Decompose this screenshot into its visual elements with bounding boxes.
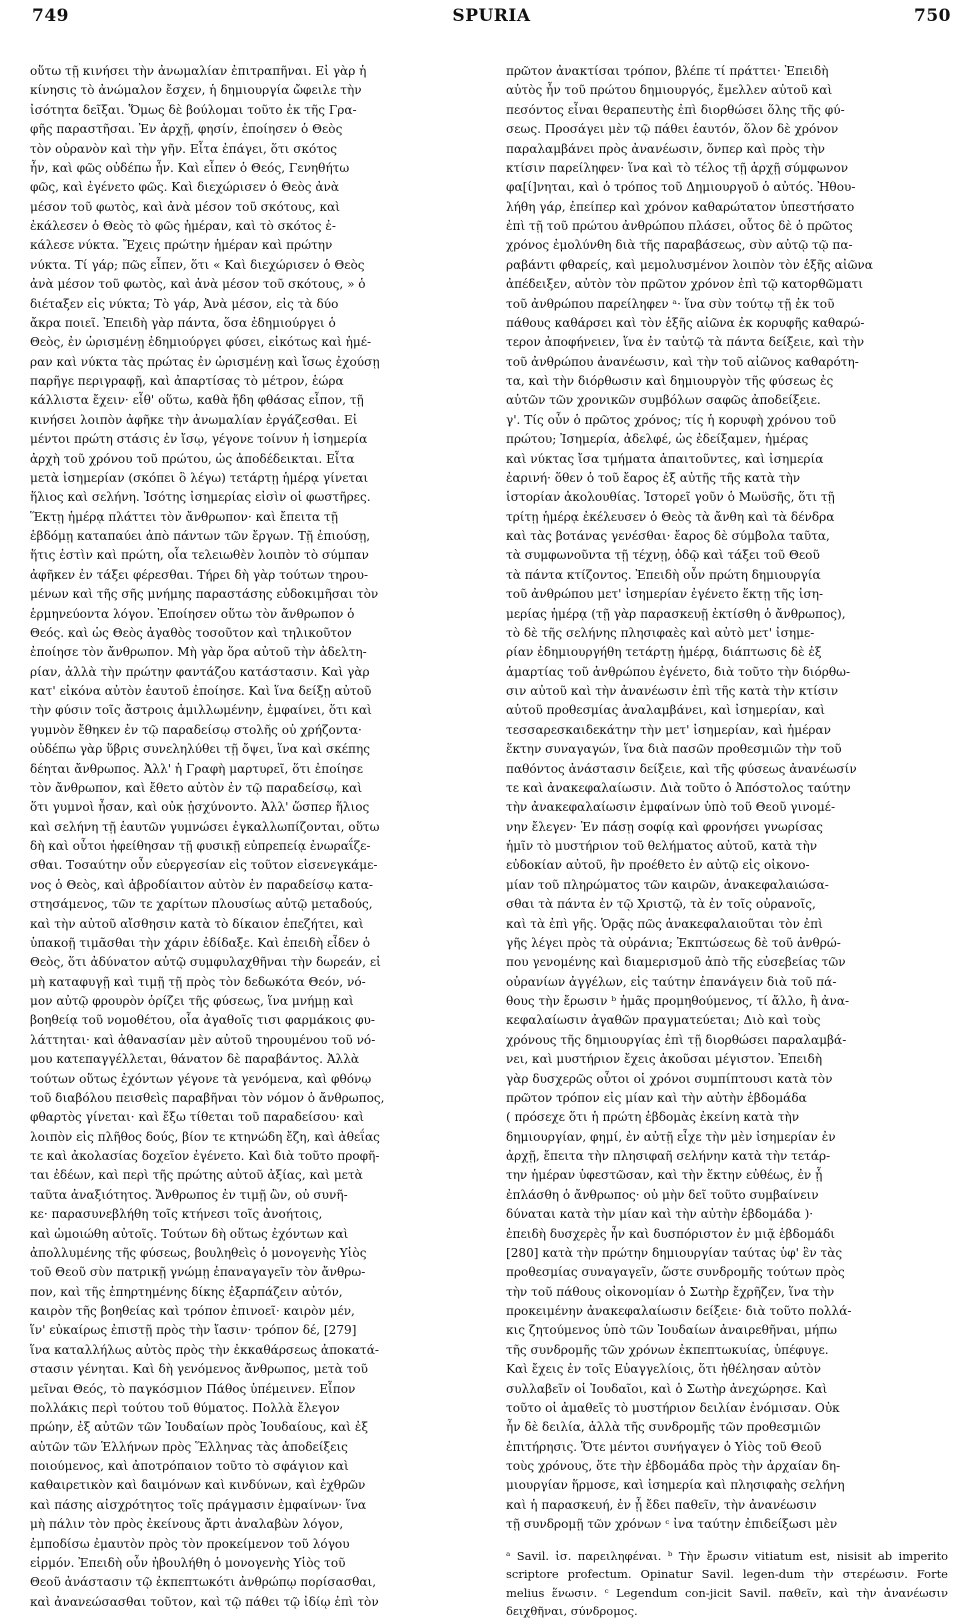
right-column <box>506 62 948 1618</box>
left-column <box>30 62 472 1609</box>
text-line: κτίσιν παρείληφεν· ἵνα καὶ τὸ τέλος τῇ ἀρχῇ σύμφωνον <box>506 160 849 175</box>
text-line: συλλαβεῖν οἱ Ἰουδαῖοι, καὶ ὁ Σωτὴρ ἀνεχώρησε. Καὶ <box>506 1381 828 1396</box>
text-line: γ'. Τίς οὖν ὁ πρῶτος χρόνος; τίς ἡ κορυφὴ χρόνου τοῦ <box>506 412 837 427</box>
text-line: δέηται ἄνθρωπος. Ἀλλ' ἡ Γραφὴ μαρτυρεῖ, ὅτι ἐποίησε <box>30 761 364 776</box>
text-line: δὴ καὶ οὗτοι ἠφείθησαν τῇ φυσικῇ εὐπρεπείᾳ ἐνωραΐζε- <box>30 839 371 853</box>
text-line: πον, καὶ τῆς ἐπηρτημένης δίκης ἐξαρπάζειν αὐτόν, <box>30 1284 343 1299</box>
text-line: Θεοῦ ἀνάστασιν τῷ ἐκπεπτωκότι ἀνθρώπῳ πορίσασθαι, <box>30 1575 377 1590</box>
text-line: τε καὶ ἀκολασίας δοχεῖον ἐγένετο. Καὶ διὰ τοῦτο προφῆ- <box>30 1149 380 1163</box>
text-line: μὴ καταφυγῇ καὶ τιμῇ τῇ πρὸς τὸν δεδωκότα Θεόν, νό- <box>30 974 366 989</box>
text-line: θους τὴν ἔρωσιν ᵇ ἡμᾶς προμηθούμενος, τί ἄλλο, ἢ ἀνα- <box>506 994 850 1008</box>
text-line: καὶ τὰς βοτάνας γενέσθαι· ἔαρος δὲ σύμβολα ταῦτα, <box>506 529 830 543</box>
text-line: μὴ πάλιν τὸν πρὸς ἐκείνους ἄρτι ἀναλαβὼν λόγον, <box>30 1517 344 1532</box>
text-line: ἁμαρτίας τοῦ ἀνθρώπου ἐγένετο, διὰ τοῦτο τὴν διόρθω- <box>506 664 851 679</box>
text-line: ἑβδόμῃ καταπαύει ἀπὸ πάντων τῶν ἔργων. Τῇ ἐπιούσῃ, <box>30 529 371 543</box>
text-line: τὴν φύσιν τοῖς ἄστροις ἁμιλλωμένην, ἐμφαίνει, ὅτι καὶ <box>30 703 372 718</box>
text-line: ἀφῆκεν ἐν τάξει φέρεσθαι. Τήρει δὴ γὰρ τούτων τηρου- <box>30 567 369 582</box>
text-line: ἐπλάσθη ὁ ἄνθρωπος· οὐ μὴν δεῖ τοῦτο συμβαίνειν <box>506 1187 819 1202</box>
text-line: γυμνὸν ἔθηκεν ἐν τῷ παραδείσῳ στολῆς οὐ χρήζοντα· <box>30 722 362 737</box>
page-header <box>32 6 951 32</box>
text-line: μερίας ἡμέρᾳ (τῇ γὰρ παρασκευῇ ἐκτίσθη ὁ ἄνθρωπος), <box>506 606 846 621</box>
text-line: πρώτου; Ἰσημερία, ἀδελφέ, ὡς ἐδείξαμεν, ἡμέρας <box>506 432 809 447</box>
text-line: ἐκάλεσεν ὁ Θεὸς τὸ φῶς ἡμέραν, καὶ τὸ σκότος ἐ- <box>30 219 336 233</box>
text-line: κατ' εἰκόνα αὐτὸν ἑαυτοῦ ἐποίησε. Καὶ ἵνα δείξῃ αὐτοῦ <box>30 684 372 698</box>
text-line: δύναται κατὰ τὴν μίαν καὶ τὴν αὐτὴν ἑβδομάδα )· <box>506 1207 814 1222</box>
text-line: τὰ πάντα κτίζοντος. Ἐπειδὴ οὖν πρώτη δημιουργία <box>506 567 821 582</box>
text-line: τὸν ἄνθρωπον, καὶ ἔθετο αὐτὸν ἐν τῷ παραδείσῳ, καὶ <box>30 780 363 795</box>
text-line: κε· παρασυνεβλήθη τοῖς κτήνεσι τοῖς ἀνοήτοις, <box>30 1207 323 1222</box>
text-line: κίνησις τὸ ἀνώμαλον ἔσχεν, ἡ δημιουργία ὤφειλε τὴν <box>30 83 362 98</box>
text-line: φῆς παραστῆσαι. Ἐν ἀρχῇ, φησίν, ἐποίησεν ὁ Θεὸς <box>30 122 343 137</box>
text-line: τοῦ διαβόλου πεισθεὶς παραβῆναι τὸν νόμον ὁ ἄνθρωπος, <box>30 1090 385 1105</box>
text-line: ἀρχῇ, ἔπειτα τὴν πλησιφαῆ σελήνην κατὰ τὴν τετάρ- <box>506 1149 831 1163</box>
text-line: ἐπειδὴ δυσχερὲς ἦν καὶ δυσπόριστον ἐν μιᾷ ἑβδομάδι <box>506 1226 836 1241</box>
footnotes <box>506 1543 948 1621</box>
text-line: νην ἔλεγεν· Ἐν πάσῃ σοφίᾳ καὶ φρονήσει γνωρίσας <box>506 819 823 834</box>
text-line: κις ζητούμενος ὑπὸ τῶν Ἰουδαίων ἀναιρεθῆναι, μήπω <box>506 1323 837 1338</box>
text-line: ἵν' εὐκαίρως ἐπιστῇ πρὸς τὴν ἴασιν· τρόπον δέ, [279] <box>30 1323 357 1338</box>
text-line: μον αὐτῷ φρουρὸν ὁρίζει τῆς φύσεως, ἵνα μνήμῃ καὶ <box>30 994 354 1008</box>
text-line: πολλάκις περὶ τούτου τοῦ θύματος. Πολλὰ ἔλεγον <box>30 1400 340 1415</box>
text-line: ἀνὰ μέσον τοῦ φωτὸς, καὶ ἀνὰ μέσον τοῦ σκότους, » ὁ <box>30 277 366 292</box>
text-line: ται ἐδέων, καὶ περὶ τῆς πρώτης αὐτοῦ ἀξίας, καὶ μετὰ <box>30 1168 363 1183</box>
text-line: χρόνος ἐμολύνθη διὰ τῆς παραβάσεως, σὺν αὐτῷ τῷ πα- <box>506 238 853 253</box>
text-line: που γενομένης καὶ διαμερισμοῦ ἀπὸ τῆς εὐσεβείας τῶν <box>506 955 846 970</box>
text-line: παραλαμβάνει πρὸς ἀνανέωσιν, ὅνπερ καὶ πρὸς τὴν <box>506 141 825 156</box>
text-line: γὰρ δυσχερῶς οὗτοι οἱ χρόνοι συμπίπτουσι κατὰ τὸν <box>506 1071 833 1086</box>
footnote-line: jicit Savil. παθεῖν, καὶ τὴν ἀνανέωσιν δειχθῆναι, σύνδρομος. <box>506 1585 948 1618</box>
text-line: ὅτι γυμνοὶ ἦσαν, καὶ οὐκ ᾐσχύνοντο. Ἀλλ' ὥσπερ ἥλιος <box>30 800 370 815</box>
text-line: κάλεσε νύκτα. Ἔχεις πρώτην ἡμέραν καὶ πρώτην <box>30 238 333 253</box>
left-column-text <box>30 62 472 1612</box>
text-line: ἰσότητα δεῖξαι. Ὅμως δὲ βούλομαι τοῦτο ἐκ τῆς Γρα- <box>30 102 357 117</box>
text-line: ἀρχὴ τοῦ χρόνου τοῦ πρώτου, ὡς ἀποδέδεικται. Εἶτα <box>30 451 355 466</box>
text-line: προθεσμίας συναγαγεῖν, ὥστε συνδρομῆς τούτων πρὸς <box>506 1265 845 1280</box>
text-line: τοῦ ἀνθρώπου παρείληφεν ᵃ· ἵνα σὺν τούτῳ τῇ ἐκ τοῦ <box>506 296 835 311</box>
text-line: Θεός. καὶ ὡς Θεὸς ἀγαθὸς τοσοῦτον καὶ τηλικοῦτον <box>30 625 352 640</box>
text-line: οὕτω τῇ κινήσει τὴν ἀνωμαλίαν ἐπιτραπῆναι. Εἰ γὰρ ἡ <box>30 64 367 78</box>
text-line: ποιούμενος, καὶ ἀποτρόπαιον τοῦτο τὸ σφάγιον καὶ <box>30 1459 349 1473</box>
text-line: ἦν, καὶ φῶς οὐδέπω ἦν. Καὶ εἶπεν ὁ Θεός, Γενηθήτω <box>30 160 350 175</box>
text-line: σθαι τὰ πάντα ἐν τῷ Χριστῷ, τὰ ἐν τοῖς οὐρανοῖς, <box>506 897 816 912</box>
text-line: εὐδοκίαν αὐτοῦ, ἣν προέθετο ἐν αὐτῷ εἰς οἰκονο- <box>506 858 810 873</box>
text-line: ἐπὶ τῇ τοῦ πρώτου ἀνθρώπου πλάσει, οὗτος δὲ ὁ πρῶτος <box>506 219 853 233</box>
text-line: ρίαν, ἀλλὰ τὴν πρώτην φαντάζου κατάστασιν. Καὶ γὰρ <box>30 664 370 679</box>
text-line: ἐαρινή· ὅθεν ὁ τοῦ ἔαρος ἐξ αὐτῆς τῆς κατὰ τὴν <box>506 470 801 485</box>
text-line: γῆς λέγει πρὸς τὰ οὐράνια; Ἐκπτώσεως δὲ τοῦ ἀνθρώ- <box>506 935 841 950</box>
text-line: ἐποίησε τὸν ἄνθρωπον. Μὴ γὰρ ὅρα αὐτοῦ τὴν ἀδελτη- <box>30 645 367 660</box>
text-line: ἥτις ἐστὶν καὶ πρώτη, οἷα τελειωθὲν λοιπὸν τὸ σύμπαν <box>30 548 369 563</box>
text-line: ἀπολλυμένης τῆς φύσεως, βουληθεὶς ὁ μονογενὴς Υἱὸς <box>30 1245 367 1260</box>
text-line: δημιουργίαν, φημί, ἐν αὐτῇ εἶχε τὴν μὲν ἰσημερίαν ἐν <box>506 1129 836 1144</box>
right-column-text <box>506 62 948 1535</box>
text-line: νος ὁ Θεὸς, καὶ ἀβροδίαιτον αὐτὸν ἐν παραδείσῳ κατα- <box>30 877 373 892</box>
text-line: καὶ ἡ παρασκευή, ἐν ᾗ ἔδει παθεῖν, τὴν ἀνανέωσιν <box>506 1497 817 1512</box>
text-line: διέταξεν εἰς νύκτα; Τὸ γάρ, Ἀνὰ μέσον, εἰς τὰ δύο <box>30 296 339 311</box>
text-line: τοῦτο οἱ ἀμαθεῖς τὸ μυστήριον δειλίαν ἐνόμισαν. Οὐκ <box>506 1400 840 1415</box>
text-line: φῶς, καὶ ἐγένετο φῶς. Καὶ διεχώρισεν ὁ Θεὸς ἀνὰ <box>30 180 340 195</box>
text-line: κάλλιστα ἔχειν· εἶθ' οὕτω, καθὰ ἤδη φθάσας εἶπον, τῇ <box>30 393 364 408</box>
text-line: τούτων οὕτως ἐχόντων γέγονε τὰ γενόμενα, καὶ φθόνῳ <box>30 1071 372 1086</box>
text-line: παρῆγε περιγραφῇ, καὶ ἀπαρτίσας τὸ μέτρον, ἑώρα <box>30 374 344 388</box>
text-line: ἀπέδειξεν, αὐτὸν τὸν πρῶτον χρόνον ἐπὶ τῷ κατορθῶματι <box>506 277 863 292</box>
text-line: ἑρμηνεύοντα λόγον. Ἐποίησεν οὕτω τὸν ἄνθρωπον ὁ <box>30 606 355 621</box>
text-line: ἕκτην συναγαγών, ἵνα διὰ πασῶν προθεσμιῶν τὴν τοῦ <box>506 742 842 757</box>
text-line: ραβάντι φθαρείς, καὶ μεμολυσμένον λοιπὸν τὸν ἑξῆς αἰῶνα <box>506 257 873 272</box>
text-line: σιν αὐτοῦ καὶ τὴν ἀνανέωσιν ἐπὶ τῆς κατὰ τὴν κτίσιν <box>506 684 839 698</box>
text-line: μίαν τοῦ πληρώματος τῶν καιρῶν, ἀνακεφαλαιώσα- <box>506 877 829 892</box>
text-line: σθαι. Τοσαύτην οὖν εὐεργεσίαν εἰς τοῦτον εἰσενεγκάμε- <box>30 858 378 873</box>
text-line: εἱρμόν. Ἐπειδὴ οὖν ἠβουλήθη ὁ μονογενὴς Υἱὸς τοῦ <box>30 1555 346 1570</box>
text-line: οὐρανίων ἀγγέλων, εἰς ταύτην ἐπανάγειν διὰ τοῦ πά- <box>506 974 837 989</box>
text-line: αὐτὸς ἦν τοῦ πρώτου δημιουργός, ἔμελλεν αὐτοῦ καὶ <box>506 83 833 98</box>
text-line: βοηθείᾳ τοῦ νομοθέτου, οἷα ἀγαθοῖς τισι φαρμάκοις φυ- <box>30 1013 375 1028</box>
text-line: μου κατεπαγγέλλεται, θάνατον δὲ παραβάντος. Ἀλλὰ <box>30 1052 360 1067</box>
text-line: λήθη γάρ, ἐπείπερ καὶ χρόνον καθαρώτατον ὑπεστήσατο <box>506 199 855 214</box>
text-line: λοιπὸν εἰς πλῆθος δούς, βίον τε κτηνώδη ἔζη, καὶ ἀθεΐας <box>30 1129 380 1144</box>
text-line: κεφαλαίωσιν ἀγαθῶν πραγματεύεται; Διὸ καὶ τοὺς <box>506 1013 821 1028</box>
text-line: καὶ ὡμοιώθη αὐτοῖς. Τούτων δὴ οὕτως ἐχόντων καὶ <box>30 1226 349 1241</box>
text-line: τρίτῃ ἡμέρᾳ ἐκέλευσεν ὁ Θεὸς τὰ ἄνθη καὶ τὰ δένδρα <box>506 509 835 524</box>
text-line: [280] κατὰ τὴν πρώτην δημιουργίαν ταύτας ὑφ' ἓν τὰς <box>506 1245 843 1260</box>
text-line: τεσσαρεσκαιδεκάτην τὴν μετ' ἰσημερίαν, καὶ ἡμέραν <box>506 722 831 737</box>
text-line: αὐτῶν τῶν Ἑλλήνων πρὸς Ἕλληνας τὰς ἀποδείξεις <box>30 1439 348 1454</box>
text-line: ἐπιτήρησις. Ὅτε μέντοι συνήγαγεν ὁ Υἱὸς τοῦ Θεοῦ <box>506 1439 822 1454</box>
text-line: ἡμῖν τὸ μυστήριον τοῦ θελήματος αὐτοῦ, κατὰ τὴν <box>506 839 818 853</box>
text-line: φα[ί]νηται, καὶ ὁ τρόπος τοῦ Δημιουργοῦ ὁ αὐτός. Ἠθου- <box>506 180 856 195</box>
running-title: SPURIA <box>452 6 531 26</box>
footnote-line: dum τὴν στερέωσιν. Forte melius ἕνωσιν. ᶜ Legendum con- <box>506 1567 948 1600</box>
text-line: λάττηται· καὶ ἀθανασίαν μὲν αὐτοῦ τηρουμένου τοῦ νό- <box>30 1032 376 1047</box>
text-line: ἱστορίαν ἀκολουθίας. Ἱστορεῖ γοῦν ὁ Μωϋσῆς, ὅτι τῇ <box>506 490 835 505</box>
text-line: πάθους καθάρσει καὶ τὸν ἑξῆς αἰῶνα ἐκ κορυφῆς καθαρώ- <box>506 315 865 330</box>
text-line: Ἕκτῃ ἡμέρᾳ πλάττει τὸν ἄνθρωπον· καὶ ἔπειτα τῇ <box>30 509 338 524</box>
text-line: Καὶ ἔχεις ἐν τοῖς Εὐαγγελίοις, ὅτι ἠθέλησαν αὐτὸν <box>506 1362 821 1377</box>
text-line: προκειμένην ἀνακεφαλαίωσιν δείξειε· διὰ τοῦτο πολλά- <box>506 1304 852 1318</box>
text-line: ( πρόσεχε ὅτι ἡ πρώτη ἑβδομὰς ἐκείνη κατὰ τὴν <box>506 1110 800 1125</box>
text-line: πρῶτον ἀνακτίσαι τρόπον, βλέπε τί πράττει· Ἐπειδὴ <box>506 64 829 78</box>
text-line: πεσόντος εἶναι θεραπευτὴς ἐπὶ διορθώσει ὅλης τῆς φύ- <box>506 102 845 117</box>
text-line: τα, καὶ τὴν διόρθωσιν καὶ δημιουργὸν τῆς φύσεως ἐς <box>506 374 834 388</box>
text-line: φθαρτὸς γίνεται· καὶ ἔξω τίθεται τοῦ παραδείσου· καὶ <box>30 1110 364 1125</box>
text-line: ἦν δὲ δειλία, ἀλλὰ τῆς συνδρομῆς τῶν προθεσμιῶν <box>506 1420 821 1435</box>
text-line: μένων καὶ τῆς σῆς μνήμης παραστάσης εὐδοκιμῆσαι τὸν <box>30 587 379 602</box>
text-line: στασιν γένηται. Καὶ δὴ γενόμενος ἄνθρωπος, μετὰ τοῦ <box>30 1362 368 1377</box>
text-line: ραν καὶ νύκτα τὰς πρώτας ἐν ὡρισμένῃ καὶ ἴσως ἐχούσῃ <box>30 354 380 369</box>
text-line: τῇ συνδρομῇ τῶν χρόνων ᶜ ἰνα ταύτην ἐπιδείξωσι μὲν <box>506 1517 838 1532</box>
text-line: καὶ τὴν αὐτοῦ αἴσθησιν κατὰ τὸ δίκαιον ἐπεζήτει, καὶ <box>30 916 364 931</box>
footnote-line: sit ab imperito scriptore profectum. Opinatur Savil. legen- <box>506 1548 948 1581</box>
text-line: καὶ ἀνανεώσασθαι τοῦτον, καὶ τῷ πάθει τῷ ἰδίῳ ἐπὶ τὸν <box>30 1594 379 1609</box>
text-line: καὶ σελήνη τῇ ἑαυτῶν γυμνώσει ἐγκαλλωπίζονται, οὕτω <box>30 819 380 834</box>
text-line: καὶ τὰ ἐπὶ γῆς. Ὁρᾷς πῶς ἀνακεφαλαιοῦται τὸν ἐπὶ <box>506 916 823 931</box>
text-line: ὑπακοῇ τιμᾶσθαι τὴν χάριν ἐδίδαξε. Καὶ ἐπειδὴ εἶδεν ὁ <box>30 935 371 950</box>
text-line: ταῦτα ἀναξιότητος. Ἄνθρωπος ἐν τιμῇ ὢν, οὐ συνῆ- <box>30 1187 348 1202</box>
text-line: μεῖναι Θεός, τὸ παγκόσμιον Πάθος ὑπέμεινεν. Εἶπον <box>30 1381 356 1396</box>
text-line: χρόνους τῆς δημιουργίας ἐπὶ τῇ διορθώσει παραλαμβά- <box>506 1032 847 1047</box>
text-line: τε καὶ ἀνακεφαλαίωσιν. Διὰ τοῦτο ὁ Ἀπόστολος ταύτην <box>506 780 851 795</box>
text-line: ἵνα καταλλήλως αὐτὸς πρὸς τὴν ἐκκαθάρσεως ἀποκατά- <box>30 1342 380 1357</box>
text-line: πρῶτον τρόπον εἰς μίαν καὶ τὴν αὐτὴν ἑβδομάδα <box>506 1090 807 1105</box>
text-line: αὐτοῦ προθεσμίας ἀναλαμβάνει, καὶ ἰσημερίαν, καὶ <box>506 703 826 718</box>
text-line: καιρὸν τῆς βοηθείας καὶ τρόπον ἐπινοεῖ· καιρὸν μέν, <box>30 1304 355 1318</box>
text-line: κινήσει λοιπὸν ἀφῆκε τὴν ἀνωμαλίαν ἐργάζεσθαι. Εἰ <box>30 412 358 427</box>
text-line: τοῦ ἀνθρώπου ἀνανέωσιν, καὶ τὴν τοῦ αἰῶνος καθαρότη- <box>506 354 859 369</box>
text-line: ἥλιος καὶ σελήνη. Ἰσότης ἰσημερίας εἰσὶν οἱ φωστῆρες. <box>30 490 371 505</box>
text-line: τῆς συνδρομῆς τῶν χρόνων ἐκπεπτωκυίας, ὑπέφυγε. <box>506 1342 829 1357</box>
page-number-left: 749 <box>32 6 69 26</box>
text-line: καὶ νύκτας ἴσα τμήματα ἀπαιτοῦντες, καὶ ἰσημερία <box>506 451 824 466</box>
text-line: τὸν οὐρανὸν καὶ τὴν γῆν. Εἶτα ἐπάγει, ὅτι σκότος <box>30 141 338 156</box>
text-line: τὸ δὲ τῆς σελήνης πλησιφαὲς καὶ αὐτὸ μετ' ἰσημε- <box>506 625 815 640</box>
text-line: ἄκρα ποιεῖ. Ἐπειδὴ γὰρ πάντα, ὅσα ἐδημιούργει ὁ <box>30 315 336 330</box>
text-line: ἐμποδίσω ἐμαυτὸν πρὸς τὸν προκείμενον τοῦ λόγου <box>30 1536 350 1551</box>
text-line: Θεὸς, ὅτι ἀδύνατον αὐτῷ συμφυλαχθῆναι τὴν δωρεάν, εἰ <box>30 955 381 970</box>
text-line: σεως. Προσάγει μὲν τῷ πάθει ἑαυτόν, ὅλον δὲ χρόνον <box>506 122 839 137</box>
text-line: καὶ πάσης αἰσχρότητος τοῖς πράγμασιν ἐμφαίνων· ἵνα <box>30 1497 367 1512</box>
text-line: Θεὸς, ἐν ὡρισμένῃ ἐδημιούργει φύσει, εἰκότως καὶ ἡμέ- <box>30 335 372 350</box>
text-line: τὴν ἀνακεφαλαίωσιν ἐμφαίνων ὑπὸ τοῦ Θεοῦ γινομέ- <box>506 800 836 815</box>
text-line: νύκτα. Τί γάρ; πῶς εἶπεν, ὅτι « Καὶ διεχώρισεν ὁ Θεὸς <box>30 257 365 272</box>
text-line: τοὺς χρόνους, ὅτε τὴν ἑβδομάδα πρὸς τὴν ἀρχαίαν δη- <box>506 1459 841 1473</box>
text-line: μέντοι πρώτη στάσις ἐν ἴσῳ, γέγονε τοίνυν ἡ ἰσημερία <box>30 432 368 447</box>
text-line: την ἡμέραν ὑφεστῶσαν, καὶ τὴν ἕκτην εὐθέως, ἐν ᾗ <box>506 1168 823 1183</box>
text-line: τὰ συμφωνοῦντα τῇ τέχνῃ, ὁδῷ καὶ τάξει τοῦ Θεοῦ <box>506 548 820 563</box>
text-line: μιουργίαν ἥρμοσε, καὶ ἰσημερία καὶ πλησιφαὴς σελήνη <box>506 1478 845 1493</box>
text-line: τερον ἀποφήνειεν, ἵνα ἐν ταὐτῷ τὰ πάντα δείξειε, καὶ τὴν <box>506 335 865 350</box>
text-line: μετὰ ἰσημερίαν (σκόπει ὃ λέγω) τετάρτῃ ἡμέρᾳ γίνεται <box>30 470 369 485</box>
text-line: τοῦ Θεοῦ σὺν πατρικῇ γνώμῃ ἐπαναγαγεῖν τὸν ἄνθρω- <box>30 1265 366 1280</box>
text-line: αὐτῶν τῶν χρονικῶν συμβόλων σαφῶς ἀποδείξειε. <box>506 393 821 408</box>
text-line: καθαιρετικὸν καὶ δαιμόνων καὶ κινδύνων, καὶ ἐχθρῶν <box>30 1478 366 1493</box>
text-line: μέσον τοῦ φωτὸς, καὶ ἀνὰ μέσον τοῦ σκότους, καὶ <box>30 199 341 214</box>
footnote-line: ᵃ Savil. ἰσ. παρειληφέναι. ᵇ Τὴν ἔρωσιν vitiatum est, nisi <box>506 1548 858 1563</box>
text-line: οὐδέπω γὰρ ὕβρις συνεληλύθει τῇ ὄψει, ἵνα καὶ σκέπης <box>30 742 370 757</box>
text-line: παθόντος ἀνάστασιν δείξειε, καὶ τῆς φύσεως ἀνανέωσίν <box>506 761 857 776</box>
text-line: τοῦ ἀνθρώπου μετ' ἰσημερίαν ἐγένετο ἕκτῃ τῆς ἰση- <box>506 587 824 602</box>
text-line: ρίαν ἐδημιουργήθη τετάρτῃ ἡμέρᾳ, διάπτωσις δὲ ἐξ <box>506 645 822 660</box>
text-line: τὴν τοῦ πάθους οἰκονομίαν ὁ Σωτὴρ ἔχρῆζεν, ἵνα τὴν <box>506 1284 835 1299</box>
text-line: στησάμενος, τῶν τε χαρίτων πλουσίως αὐτῷ μεταδούς, <box>30 897 373 912</box>
page-number-right: 750 <box>914 6 951 26</box>
text-line: πρώην, ἐξ αὐτῶν τῶν Ἰουδαίων πρὸς Ἰουδαίους, καὶ ἐξ <box>30 1420 369 1435</box>
text-line: νει, καὶ μυστήριον ἔχεις ἀκοῦσαι μέγιστον. Ἐπειδὴ <box>506 1052 823 1067</box>
